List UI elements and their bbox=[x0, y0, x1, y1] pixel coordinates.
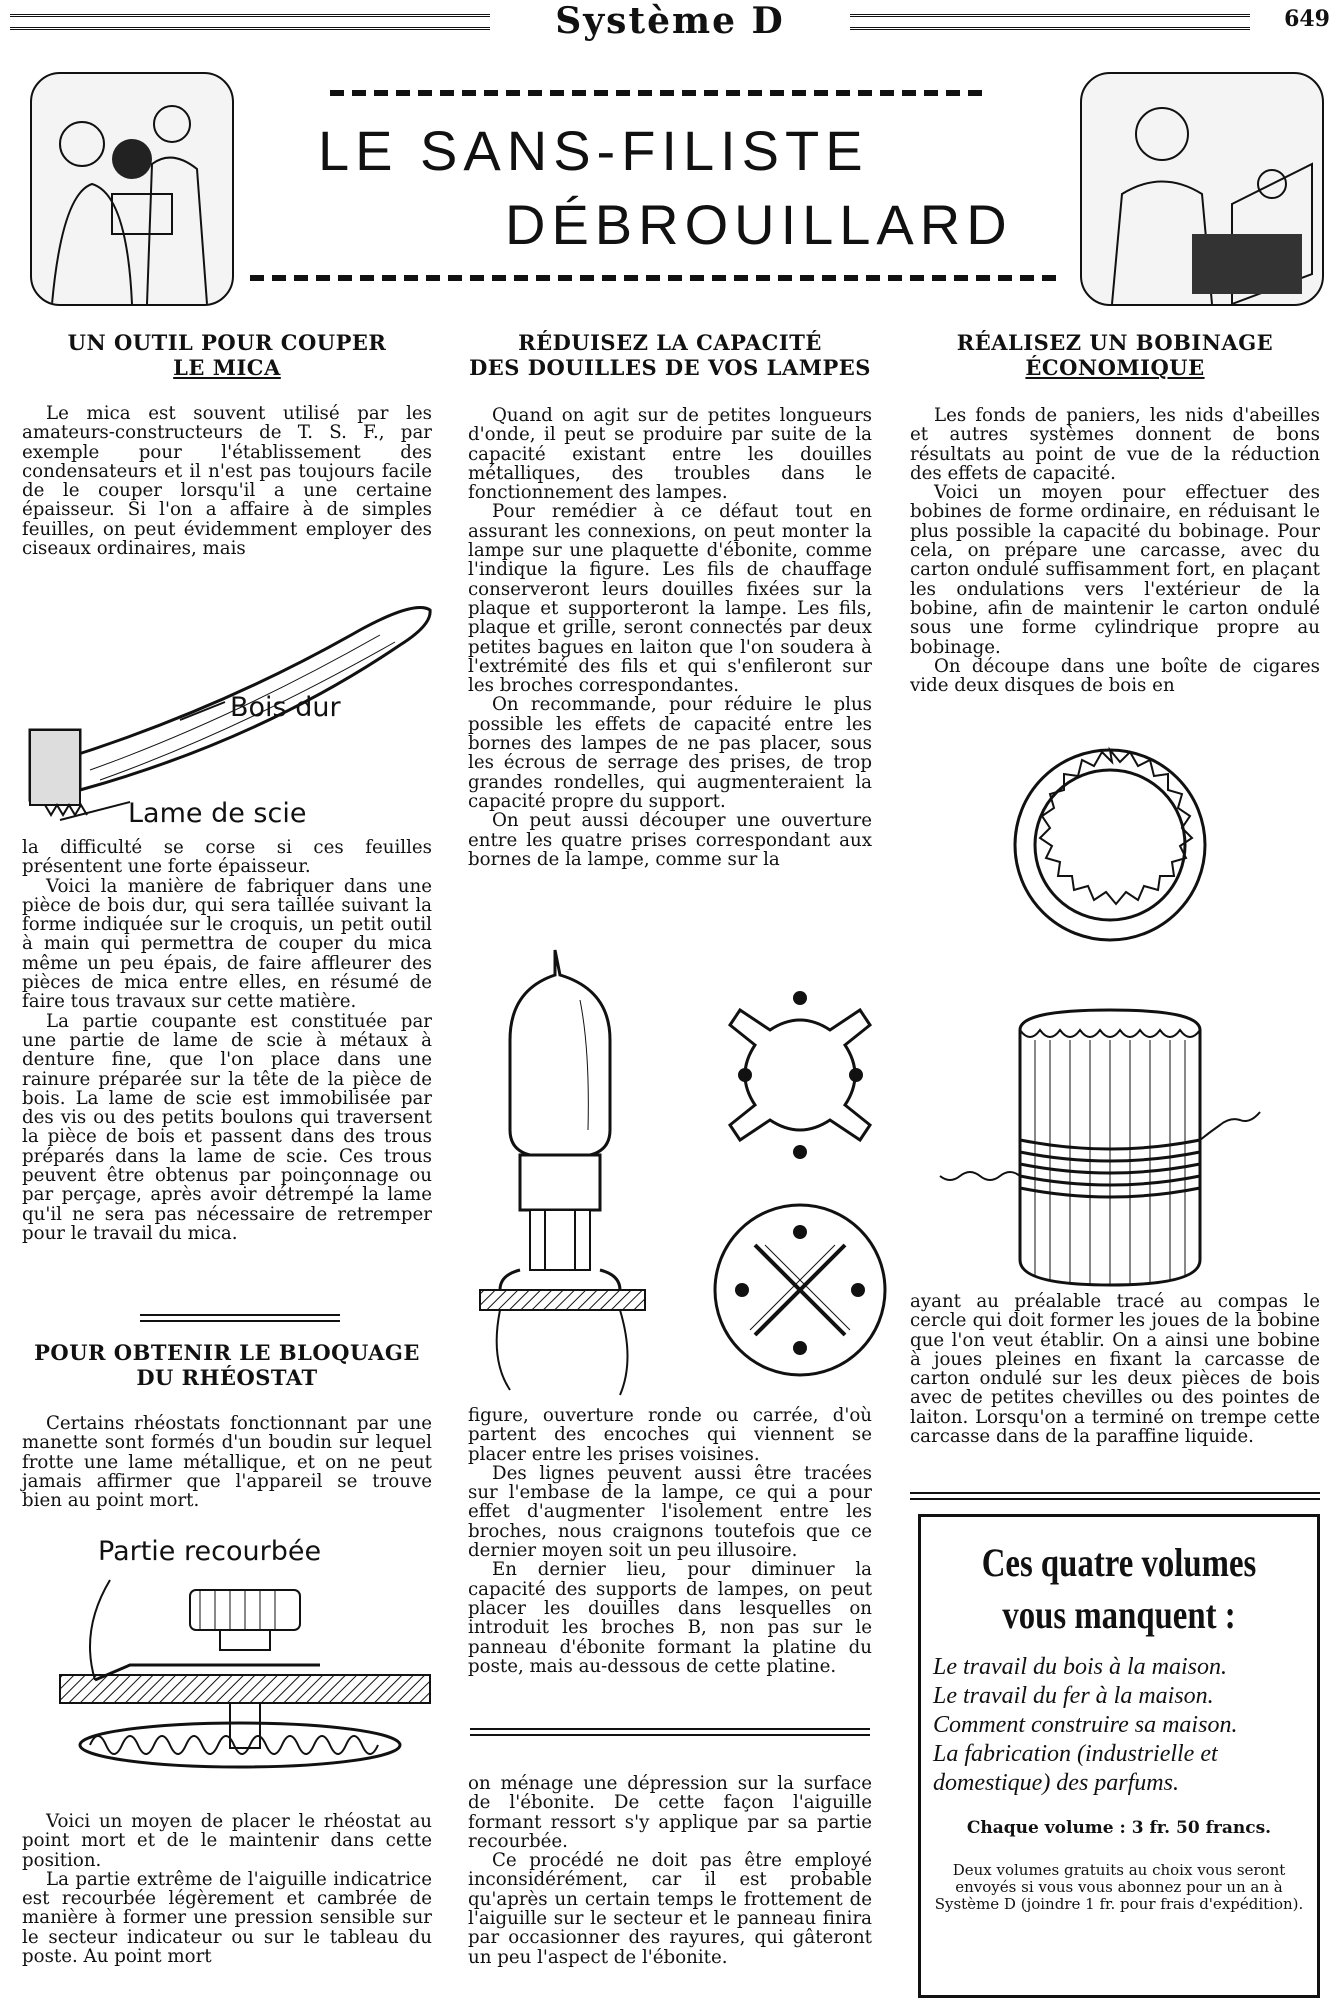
paragraph: la difficulté se corse si ces feuilles présentent une forte épaisseur. bbox=[22, 837, 432, 878]
paragraph: On recommande, pour réduire le plus possible les effets de capacité entre les bornes des lampes de ne pas placer, sous les écrous de serrage des prises, de trop grandes rondelles, qui augmenteraient la capacité propre du support. bbox=[468, 694, 872, 812]
banner-title-line1: LE SANS-FILISTE bbox=[318, 119, 869, 182]
article-heading: UN OUTIL POUR COUPER LE MICA bbox=[67, 330, 387, 380]
label-partie-recourbee: Partie recourbée bbox=[98, 1536, 322, 1567]
article-heading: RÉALISEZ UN BOBINAGE ÉCONOMIQUE bbox=[956, 330, 1274, 380]
paragraph: Ce procédé ne doit pas être employé inconsidérément, car il est probable qu'après un certain temps le frottement de l'aiguille sur le secteur et le panneau finira par occasionner des rayures, qui gâteront un peu l'aspect de l'ébonite. bbox=[468, 1850, 872, 1968]
column-1-article-2 bbox=[22, 1340, 432, 1510]
column-1-article-1-cont bbox=[22, 838, 432, 1243]
paragraph: Voici un moyen pour effectuer des bobines de forme ordinaire, en réduisant le plus possible la capacité du bobinage. Pour cela, on prépare une carcasse, avec du carton ondulé suffisamment fort, en plaçant les ondulations vers l'extérieur de la bobine, afin de maintenir le carton ondulé sous une forme cylindrique propre au bobinage. bbox=[910, 482, 1320, 658]
article-heading: POUR OBTENIR LE BLOQUAGE DU RHÉOSTAT bbox=[34, 1340, 420, 1390]
paragraph: Voici un moyen de placer le rhéostat au point mort et de le maintenir dans cette position. bbox=[22, 1811, 432, 1871]
separator bbox=[470, 1728, 870, 1736]
advertisement-box bbox=[918, 1514, 1320, 1998]
ad-note: Deux volumes gratuits au choix vous seront envoyés si vous vous abonnez pour un an à Système D (joindre 1 fr. pour frais d'expédition). bbox=[934, 1861, 1304, 1913]
column-3-article-cont bbox=[910, 1292, 1320, 1446]
rheostat-figure bbox=[20, 1570, 440, 1800]
ad-title-line2: vous manquent : bbox=[1002, 1592, 1236, 1637]
banner-illustration-left bbox=[30, 72, 234, 306]
ad-price: Chaque volume : 3 fr. 50 francs. bbox=[966, 1818, 1272, 1838]
lamp-figure bbox=[470, 930, 890, 1400]
banner-dashes-top bbox=[330, 90, 990, 96]
paragraph: on ménage une dépression sur la surface de l'ébonite. De cette façon l'aiguille formant ressort s'y applique par sa partie recourbée. bbox=[468, 1773, 872, 1852]
paragraph: Quand on agit sur de petites longueurs d'onde, il peut se produire par suite de la capacité existant entre les douilles métalliques, des troubles dans le fonctionnement des lampes. bbox=[468, 405, 872, 504]
ad-title-line1: Ces quatre volumes bbox=[981, 1540, 1257, 1585]
column-3-article bbox=[910, 330, 1320, 695]
label-lame-de-scie: Lame de scie bbox=[128, 798, 307, 829]
paragraph: On découpe dans une boîte de cigares vide deux disques de bois en bbox=[910, 655, 1320, 697]
paragraph: La partie extrême de l'aiguille indicatrice est recourbée légèrement et cambrée de manière à former une pression sensible sur le secteur indicateur ou sur le tableau du poste. Au point mort bbox=[22, 1868, 432, 1968]
paragraph: En dernier lieu, pour diminuer la capacité des supports de lampes, on peut placer les douilles dans lesquelles on introduit les broches B, non pas sur le panneau d'ébonite formant la platine du poste, mais au-dessous de cette platine. bbox=[468, 1559, 872, 1677]
ad-book-list bbox=[921, 1653, 1317, 1798]
ad-book: Comment construire sa maison. bbox=[933, 1712, 1238, 1738]
paragraph: Le mica est souvent utilisé par les amateurs-constructeurs de T. S. F., par exemple pour l'établissement des condensateurs et il n'est pas toujours facile de le couper lorsqu'il a une certaine épaisseur. Si l'on a affaire à de simples feuilles, on peut évidemment employer des ciseaux ordinaires, mais bbox=[22, 403, 432, 560]
paragraph: Certains rhéostats fonctionnant par une manette sont formés d'un boudin sur lequel frotte une lame métallique, et on ne peut jamais affirmer que l'appareil se trouve bien au point mort. bbox=[22, 1413, 432, 1512]
coil-figure bbox=[910, 740, 1330, 1300]
paragraph: ayant au préalable tracé au compas le cercle qui doit former les joues de la bobine que l'on veut établir. On a ainsi une bobine à joues pleines en fixant la carcasse de carton ondulé sur les deux pièces de bois avec de petites chevilles ou des pointes de laiton. Lorsqu'on a terminé on trempe cette carcasse dans de la paraffine liquide. bbox=[910, 1291, 1320, 1448]
article-heading: RÉDUISEZ LA CAPACITÉ DES DOUILLES DE VOS LAMPES bbox=[469, 330, 871, 380]
page-number: 649 bbox=[1284, 6, 1330, 32]
magazine-title: Système D bbox=[0, 0, 1340, 42]
paragraph: On peut aussi découper une ouverture entre les quatre prises correspondant aux bornes de la lampe, comme sur la bbox=[468, 810, 872, 870]
banner-dashes-bottom bbox=[250, 275, 1060, 281]
label-bois-dur: Bois dur bbox=[230, 692, 341, 723]
column-2-continuation bbox=[468, 1774, 872, 1967]
paragraph: Les fonds de paniers, les nids d'abeilles et autres systèmes donnent de bons résultats au point de vue de la réduction des effets de capacité. bbox=[910, 405, 1320, 484]
paragraph: La partie coupante est constituée par une partie de lame de scie à métaux à denture fine, que l'on place dans une rainure préparée sur la tête de la pièce de bois. La lame de scie est immobilisée par des vis ou des petits boulons qui traversent la pièce de bois et passent dans des trous préparés dans la lame de scie. Ces trous peuvent être obtenus par poinçonnage ou par perçage, après avoir détrempé la lame qu'il ne sera pas nécessaire de retremper pour le travail du mica. bbox=[22, 1010, 432, 1244]
column-2-article bbox=[468, 330, 872, 869]
paragraph: Pour remédier à ce défaut tout en assurant les connexions, on peut monter la lampe sur une plaquette d'ébonite, comme l'indique la figure. Les fils de chauffage conserveront leurs douilles fixées sur la plaque et supporteront la lampe. Les fils, plaque et grille, seront connectés par deux petites bagues en laiton que l'on soudera à l'extrémité des fils et qui s'enfileront sur les broches correspondantes. bbox=[468, 501, 872, 697]
banner-title-line2: DÉBROUILLARD bbox=[505, 193, 1013, 256]
ad-book: La fabrication (industrielle et domestique) des parfums. bbox=[933, 1741, 1218, 1796]
ad-book: Le travail du fer à la maison. bbox=[933, 1683, 1214, 1709]
banner-illustration-right bbox=[1080, 72, 1324, 306]
column-2-article-cont bbox=[468, 1406, 872, 1676]
paragraph: Des lignes peuvent aussi être tracées sur l'embase de la lampe, ce qui a pour effet d'augmenter l'isolement entre les broches, nous craignons toutefois que ce dernier moyen soit un peu illusoire. bbox=[468, 1462, 872, 1562]
column-1-article-1 bbox=[22, 330, 432, 558]
paragraph: Voici la manière de fabriquer dans une pièce de bois dur, qui sera taillée suivant la forme indiquée sur le croquis, un petit outil à main qui permettra de couper du mica même un peu épais, de faire affleurer des pièces de mica entre elles, en résumé de faire tous travaux sur cette matière. bbox=[22, 875, 432, 1013]
paragraph: figure, ouverture ronde ou carrée, d'où partent des encoches qui viennent se placer entre les prises voisines. bbox=[468, 1405, 872, 1465]
separator bbox=[140, 1314, 340, 1322]
separator bbox=[910, 1492, 1320, 1500]
ad-book: Le travail du bois à la maison. bbox=[933, 1654, 1228, 1680]
column-1-article-2-cont bbox=[22, 1812, 432, 1966]
